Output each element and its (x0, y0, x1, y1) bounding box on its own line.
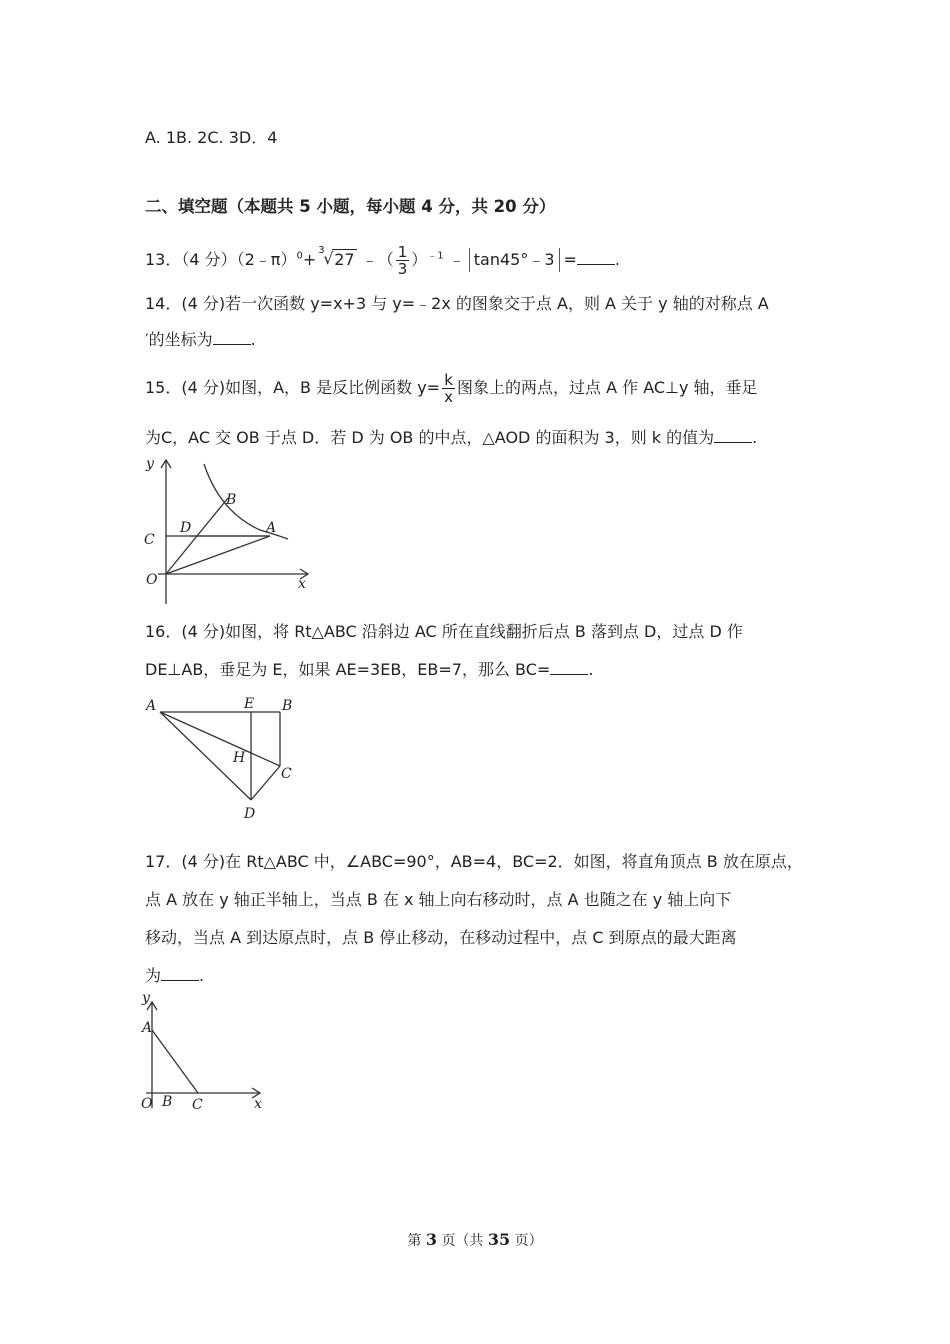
q14-line2-text: ′的坐标为 (145, 330, 213, 349)
q13-end: . (614, 250, 621, 269)
answer-blank (161, 966, 199, 981)
q13-minus-paren: ﹣（ (361, 250, 394, 269)
q16-line2-text: DE⊥AB，垂足为 E，如果 AE=3EB，EB=7，那么 BC= (145, 660, 551, 679)
q15-line2 (145, 428, 757, 448)
label-A: A (146, 698, 157, 714)
label-B: B (282, 698, 293, 714)
footer-pre: 第 (407, 1233, 422, 1249)
q13-radicand: 27 (334, 250, 355, 269)
q15-frac-den: x (444, 388, 453, 406)
segment-AC (152, 1030, 198, 1093)
q13-prefix: 13．（4 分）（2﹣π） (145, 250, 297, 269)
q15-line2-text: 为C，AC 交 OB 于点 D．若 D 为 OB 的中点，△AOD 的面积为 3，则 k 的值为 (145, 428, 715, 447)
q13-plus: + (302, 250, 317, 269)
label-C: C (192, 1097, 203, 1113)
label-A: A (142, 1020, 153, 1036)
answer-blank (550, 660, 588, 675)
q13-frac-den: 3 (397, 260, 408, 278)
q15-line1-pre: 15．(4 分)如图，A，B 是反比例函数 y= (145, 378, 441, 397)
q13-fraction (396, 244, 410, 277)
label-E: E (244, 696, 255, 712)
q13-sup-neg1: ﹣1 (427, 250, 444, 262)
radical-sign-icon: √ (323, 249, 334, 268)
q16-line1: 16．(4 分)如图，将 Rt△ABC 沿斜边 AC 所在直线翻折后点 B 落到点 D，过点 D 作 (145, 622, 743, 641)
choices-line: A. 1B. 2C. 3D．4 (145, 128, 278, 147)
q15-figure (140, 452, 320, 612)
answer-blank (577, 250, 615, 265)
q13-minus: ﹣ (448, 250, 465, 269)
label-y: y (142, 990, 150, 1006)
q14-line1: 14．(4 分)若一次函数 y=x+3 与 y=﹣2x 的图象交于点 A，则 A 关于 y 轴的对称点 A (145, 294, 769, 313)
q17-line4-text: 为 (145, 966, 162, 985)
footer-page-number: 3 (425, 1230, 437, 1249)
q16-line2 (145, 660, 593, 680)
label-O: O (141, 1096, 153, 1112)
footer-total-pages: 35 (487, 1230, 511, 1249)
label-A: A (266, 520, 277, 536)
q15-frac-num: k (442, 372, 455, 389)
q13-frac-num: 1 (397, 243, 408, 261)
label-D: D (180, 520, 192, 536)
q13-cube-root (318, 245, 356, 272)
q13-abs: tan45°﹣3 (469, 248, 560, 272)
q13-root-index: 3 (318, 245, 325, 256)
q17-line4 (145, 966, 204, 986)
label-x: x (298, 576, 306, 592)
answer-blank (714, 428, 752, 443)
q13-suffix: = (563, 250, 577, 269)
q17-line2: 点 A 放在 y 轴正半轴上，当点 B 在 x 轴上向右移动时，点 A 也随之在 y 轴上向下 (145, 890, 732, 909)
answer-blank (213, 330, 251, 345)
q15-line1-post: 图象上的两点，过点 A 作 AC⊥y 轴，垂足 (456, 378, 758, 397)
q15-fraction (442, 372, 455, 405)
question-13 (145, 244, 620, 277)
q16-end: . (588, 660, 594, 679)
q17-line1: 17．(4 分)在 Rt△ABC 中，∠ABC=90°，AB=4，BC=2．如图，将直角顶点 B 放在原点， (145, 852, 803, 871)
footer-mid: 页（共 (441, 1233, 484, 1249)
label-C: C (144, 532, 155, 548)
label-O: O (146, 572, 158, 588)
segment-DC (251, 766, 280, 800)
label-B: B (162, 1094, 173, 1110)
q15-line1 (145, 372, 758, 405)
label-B: B (226, 492, 237, 508)
q13-sup0: 0 (296, 250, 303, 262)
q17-figure (140, 990, 280, 1115)
segment-AC (160, 712, 280, 766)
label-D: D (244, 806, 256, 822)
q14-end: . (250, 330, 256, 349)
label-H: H (233, 750, 246, 766)
footer-post: 页） (514, 1233, 543, 1249)
q15-end: . (752, 428, 758, 447)
label-x: x (254, 1096, 262, 1112)
q16-figure (140, 692, 310, 827)
q17-line3: 移动，当点 A 到达原点时，点 B 停止移动，在移动过程中，点 C 到原点的最大距离 (145, 928, 737, 947)
q14-line2 (145, 330, 256, 350)
label-C: C (281, 766, 292, 782)
label-y: y (146, 456, 154, 472)
section-heading: 二、填空题（本题共 5 小题，每小题 4 分，共 20 分） (145, 197, 556, 216)
q13-close-paren: ） (411, 250, 428, 269)
page-footer (0, 1230, 950, 1250)
q17-end: . (199, 966, 205, 985)
